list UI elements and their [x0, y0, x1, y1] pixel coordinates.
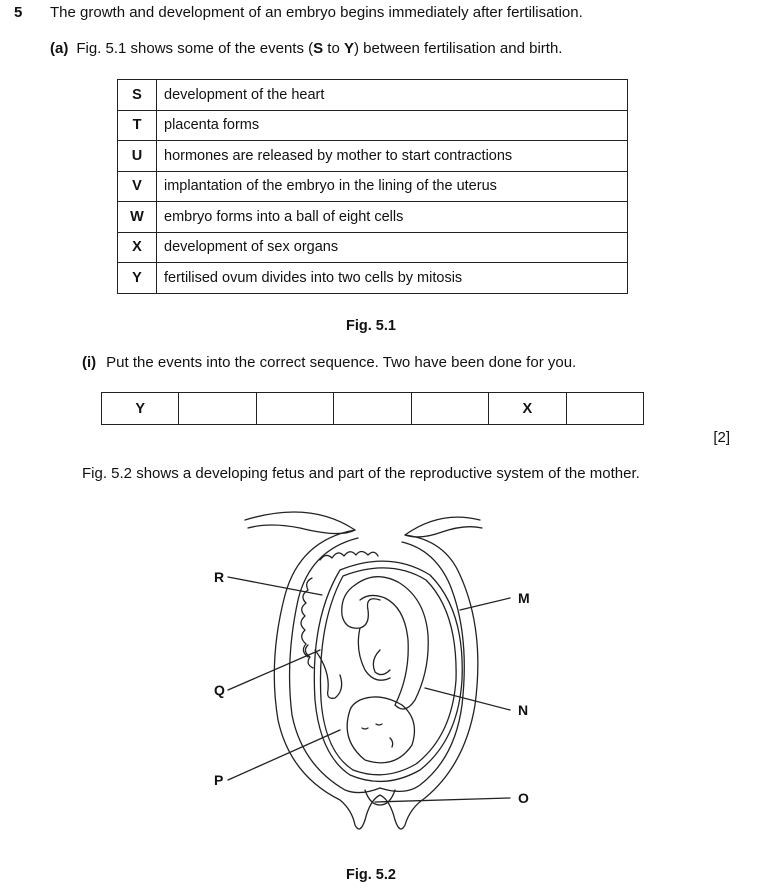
event-letter: V: [118, 171, 157, 202]
sequence-answer-table: [101, 392, 644, 425]
event-row: [118, 202, 628, 233]
events-table: [117, 79, 628, 294]
leader-p: [228, 730, 340, 780]
right-fallopian-tube: [405, 517, 482, 537]
fetus-arm: [373, 650, 390, 675]
event-letter: Y: [118, 263, 157, 294]
event-letter: W: [118, 202, 157, 233]
event-row: [118, 263, 628, 294]
question-intro: The growth and development of an embryo begins immediately after fertilisation.: [50, 4, 583, 21]
event-description: placenta forms: [157, 110, 628, 141]
leader-r: [228, 577, 322, 595]
umbilical-cord: [315, 650, 342, 698]
part-a-last-letter: Y: [344, 40, 355, 57]
label-p: P: [214, 772, 224, 788]
fetus-diagram: [180, 500, 580, 840]
event-row: [118, 171, 628, 202]
part-a-label: (a): [50, 40, 69, 57]
event-description: development of sex organs: [157, 232, 628, 263]
fetus-legs: [342, 585, 390, 680]
marks-allocation: [2]: [713, 429, 730, 446]
event-description: development of the heart: [157, 80, 628, 111]
question-number: 5: [14, 4, 23, 21]
event-letter: U: [118, 141, 157, 172]
part-a-stem: [50, 40, 562, 57]
part-a-text-mid: to: [323, 40, 344, 57]
sub-question-label: (i): [82, 354, 97, 371]
sequence-answer-box[interactable]: [256, 393, 333, 425]
fig-5-2-intro: Fig. 5.2 shows a developing fetus and part of the reproductive system of the mother.: [82, 465, 640, 482]
event-row: [118, 110, 628, 141]
fetus-head: [347, 697, 414, 763]
sequence-answer-box[interactable]: [179, 393, 256, 425]
sequence-answer-box[interactable]: [411, 393, 488, 425]
event-letter: S: [118, 80, 157, 111]
part-a-first-letter: S: [313, 40, 324, 57]
cervix: [365, 790, 395, 805]
label-q: Q: [214, 682, 225, 698]
leader-n: [425, 688, 510, 710]
event-row: [118, 141, 628, 172]
event-row: [118, 232, 628, 263]
part-a-text-prefix: Fig. 5.1 shows some of the events (: [76, 40, 314, 57]
sequence-cell-filled: Y: [102, 393, 179, 425]
sequence-answer-box[interactable]: [566, 393, 643, 425]
event-letter: T: [118, 110, 157, 141]
label-m: M: [518, 590, 530, 606]
fetus-body: [355, 577, 428, 709]
sequence-cell-filled: X: [489, 393, 566, 425]
event-description: fertilised ovum divides into two cells by mitosis: [157, 263, 628, 294]
label-n: N: [518, 702, 529, 718]
leader-m: [460, 598, 510, 610]
left-fallopian-tube: [245, 512, 355, 534]
sub-question-i: [82, 354, 576, 371]
event-letter: X: [118, 232, 157, 263]
fig-5-2-caption: Fig. 5.2: [346, 867, 396, 883]
event-description: embryo forms into a ball of eight cells: [157, 202, 628, 233]
sub-question-text: Put the events into the correct sequence. Two have been done for you.: [106, 354, 577, 371]
label-o: O: [518, 790, 529, 806]
sequence-answer-box[interactable]: [334, 393, 411, 425]
event-description: hormones are released by mother to start contractions: [157, 141, 628, 172]
event-row: [118, 80, 628, 111]
part-a-text-suffix: ) between fertilisation and birth.: [354, 40, 563, 57]
leader-o: [375, 798, 510, 802]
event-description: implantation of the embryo in the lining of the uterus: [157, 171, 628, 202]
label-r: R: [214, 569, 225, 585]
fig-5-1-caption: Fig. 5.1: [346, 318, 396, 334]
